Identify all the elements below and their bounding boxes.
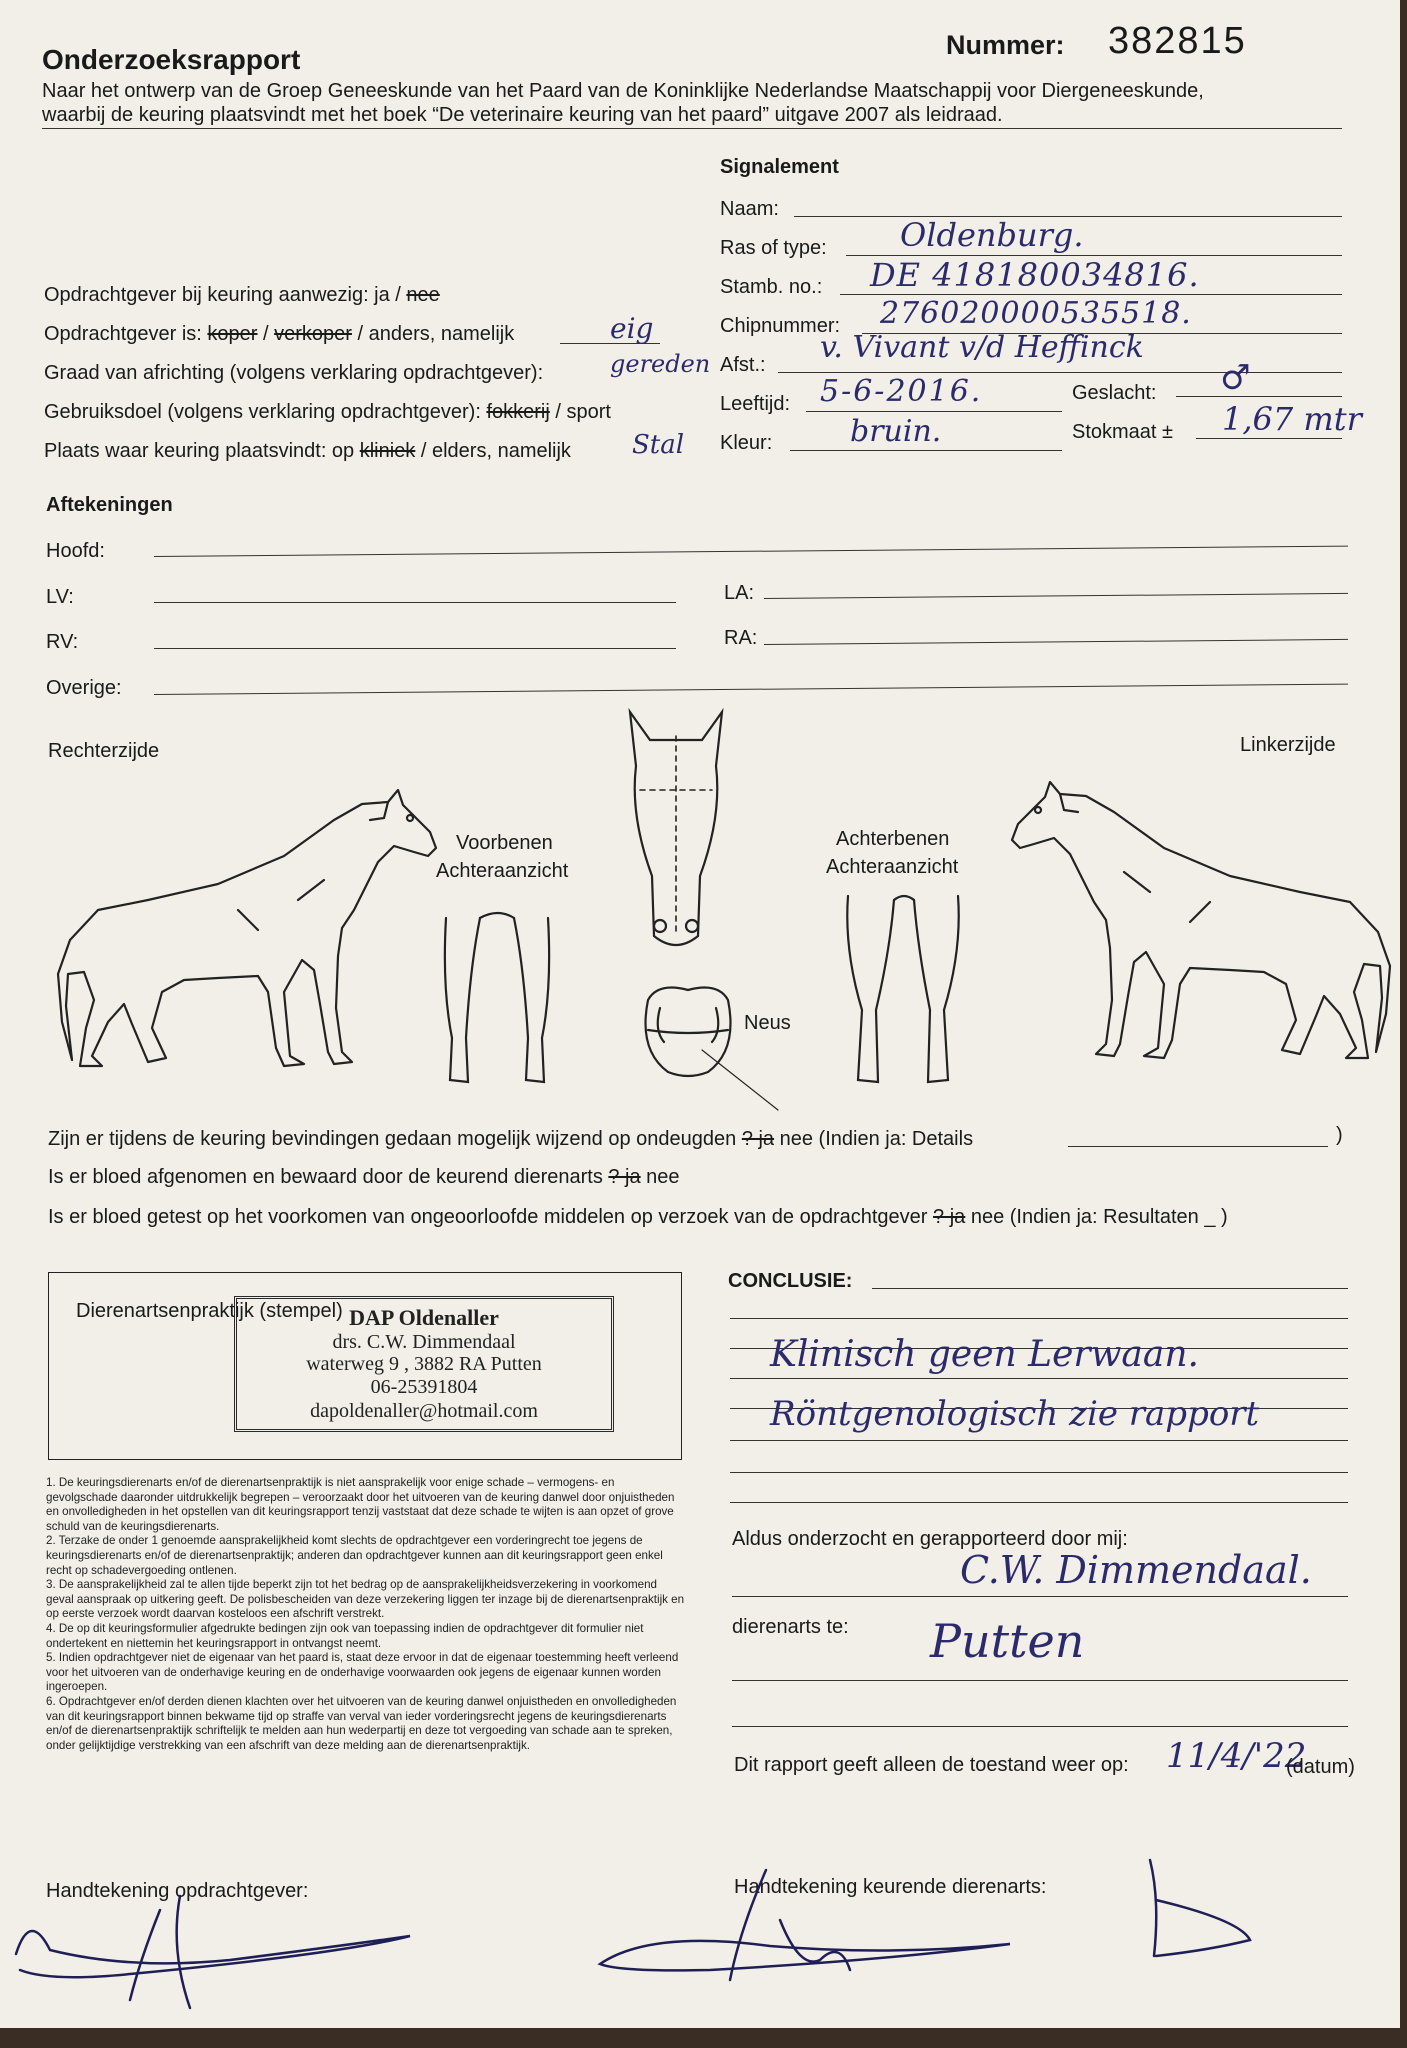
client-signature-label: Handtekening opdrachtgever: [46, 1880, 309, 1902]
rv-line [154, 648, 676, 649]
field-role-line [560, 343, 660, 344]
disclaimer-item: 1. De keuringsdierenarts en/of de dierenartsenpraktijk is niet aansprakelijk voor enige schade – vermogens- en gevolgschade daaronder uitdrukkelijk begrepen – veroorzaakt door het uitvoeren van de keuring danwel door onjuistheden en onvolledigheden in het opstellen van dit keuringsrapport tenzij vaststaat dat deze schade te wijten is aan opzet of grove schuld van de keuringsdierenarts. [46, 1476, 675, 1533]
geslacht-value: ♂ [1220, 358, 1251, 398]
stamp-address: waterweg 9 , 3882 RA Putten [306, 1353, 542, 1375]
rechterzijde-label: Rechterzijde [48, 740, 160, 762]
geslacht-line [1176, 396, 1342, 397]
disclaimer-item: 3. De aansprakelijkheid zal te allen tijde beperkt zijn tot het bedrag op de aansprakelijkheidsverzekering in voorkomend geval aanspraak op uitkering geeft. De polisbescheiden van deze verzekering liggen ter inzage bij de dierenartsenpraktijk en op eerste verzoek wordt daarvan kosteloos een afschrift verstrekt. [46, 1578, 685, 1621]
report-title: Onderzoeksrapport [42, 44, 301, 75]
hind-legs-diagram [844, 890, 964, 1070]
date-value: 11/4/'22 [1166, 1736, 1307, 1776]
hoofd-label: Hoofd: [46, 540, 105, 562]
vet-at-line [732, 1680, 1348, 1681]
disclaimer-item: 6. Opdrachtgever en/of derden dienen klachten over het uitvoeren van de keuring danwel onjuistheden en onvolledigheden van dit keuringsrapport binnen bekwame tijd op straffe van verval van ieder vorderingsrecht jegens de keuringsdierenarts en/of de dierenartsenpraktijk schriftelijk te melden aan hun wederpartij en deze tot vergoeding van schade aan te spreken, onder gelijktijdige verstrekking van een afschrift van deze melding aan de dierenartsenpraktijk. [46, 1694, 677, 1752]
kleur-line [790, 450, 1062, 451]
vet-signature-label: Handtekening keurende dierenarts: [734, 1876, 1047, 1898]
field-location-value: Stal [632, 430, 685, 460]
conclusion-label: CONCLUSIE: [728, 1270, 853, 1292]
stamp-practice-name: DAP Oldenaller [349, 1305, 499, 1330]
leeftijd-line [806, 411, 1062, 412]
stokmaat-line [1196, 438, 1342, 439]
stokmaat-value: 1,67 mtr [1222, 400, 1362, 438]
conclusion-line-6 [730, 1472, 1348, 1473]
ras-value: Oldenburg. [900, 216, 1084, 254]
afst-line [778, 372, 1342, 373]
head-front-diagram [626, 706, 726, 956]
overige-line [154, 684, 1348, 695]
leeftijd-value: 5-6-2016. [820, 374, 983, 409]
stamp-email: dapoldenaller@hotmail.com [310, 1400, 538, 1422]
stamp-phone: 06-25391804 [370, 1376, 478, 1398]
stamp-box-label: Dierenartsenpraktijk (stempel) [76, 1300, 343, 1322]
la-label: LA: [724, 582, 755, 604]
la-line [764, 593, 1348, 599]
date-suffix: (datum) [1286, 1756, 1355, 1778]
ra-line [764, 639, 1348, 645]
conclusion-line-5 [730, 1440, 1348, 1441]
question-vices-line [1068, 1146, 1328, 1147]
naam-label: Naam: [720, 198, 779, 220]
aftekeningen-heading: Aftekeningen [46, 494, 173, 516]
afst-label: Afst.: [720, 354, 766, 376]
voorbenen-label: Voorbenen [456, 832, 553, 854]
field-role: Opdrachtgever is: koper / verkoper / anders, namelijk [44, 323, 515, 345]
conclusion-text-2: Röntgenologisch zie rapport [770, 1394, 1260, 1434]
geslacht-label: Geslacht: [1072, 382, 1157, 404]
conclusion-line-7 [730, 1502, 1348, 1503]
vet-at-line-2 [732, 1726, 1348, 1727]
subtitle-line-1: Naar het ontwerp van de Groep Geneeskunde van het Paard van de Koninklijke Nederlandse Maatschappij voor Diergeneeskunde, [42, 80, 1204, 102]
practice-stamp [234, 1296, 614, 1432]
stamb-line [840, 294, 1342, 295]
leeftijd-label: Leeftijd: [720, 393, 791, 415]
field-location: Plaats waar keuring plaatsvindt: op kliniek / elders, namelijk [44, 440, 571, 462]
nose-diagram [638, 980, 738, 1080]
hoofd-line [154, 546, 1348, 557]
reported-by-value: C.W. Dimmendaal. [960, 1548, 1312, 1592]
vet-signature [590, 1860, 1290, 2000]
vet-at-label: dierenarts te: [732, 1616, 849, 1638]
question-vices: Zijn er tijdens de keuring bevindingen gedaan mogelijk wijzend op ondeugden ? ja nee (Indien ja: Details [48, 1128, 974, 1150]
disclaimer-item: 2. Terzake de onder 1 genoemde aansprakelijkheid komt slechts de opdrachtgever een vorderingrecht toe jegens de keuringsdierenarts en/of de dierenartsenpraktijk; anderen dan opdrachtgever kunnen aan dit keuringsrapport geen enkel recht op schadevergoeding ontlenen. [46, 1534, 663, 1577]
chip-value: 276020000535518. [880, 296, 1192, 331]
field-present: Opdrachtgever bij keuring aanwezig: ja / nee [44, 284, 440, 306]
field-role-value: eig [610, 312, 654, 345]
number-label: Nummer: [946, 30, 1065, 60]
disclaimer-item: 4. De op dit keuringsformulier afgedrukte bedingen zijn ook van toepassing indien de opdrachtgever dit formulier niet ondertekent en niettemin het keuringsrapport in ontvangst neemt. [46, 1621, 644, 1650]
stokmaat-label: Stokmaat ± [1072, 421, 1174, 443]
header-rule [42, 128, 1342, 129]
front-legs-diagram [440, 908, 560, 1088]
field-purpose: Gebruiksdoel (volgens verklaring opdrachtgever): fokkerij / sport [44, 401, 611, 423]
stamp-vet-name: drs. C.W. Dimmendaal [332, 1331, 516, 1353]
lv-label: LV: [46, 586, 74, 608]
field-training-value: gereden [610, 350, 711, 378]
signalement-heading: Signalement [720, 156, 839, 178]
question-vices-end: ) [1336, 1124, 1343, 1146]
field-training: Graad van africhting (volgens verklaring opdrachtgever): [44, 362, 544, 384]
number-value: 382815 [1108, 20, 1247, 62]
subtitle-line-2: waarbij de keuring plaatsvindt met het boek “De veterinaire keuring van het paard” uitgave 2007 als leidraad. [42, 104, 1003, 126]
rv-label: RV: [46, 631, 79, 653]
conclusion-line-1 [730, 1318, 1348, 1319]
disclaimer-text [46, 1476, 686, 1753]
achter-achteraanzicht-label: Achteraanzicht [826, 856, 959, 878]
kleur-value: bruin. [850, 414, 942, 449]
overige-label: Overige: [46, 677, 122, 699]
date-label: Dit rapport geeft alleen de toestand weer op: [734, 1754, 1129, 1776]
disclaimer-item: 5. Indien opdrachtgever niet de eigenaar van het paard is, staat deze ervoor in dat de eigenaar toestemming heeft verleend voor het uitvoeren van de onderhavige keuring en de onderhavige voorwaarden ook jegens de eigenaar kunnen worden ingeroepen. [46, 1651, 679, 1694]
linkerzijde-label: Linkerzijde [1240, 734, 1336, 756]
lv-line [154, 602, 676, 603]
ras-label: Ras of type: [720, 237, 827, 259]
ra-label: RA: [724, 627, 758, 649]
reported-by-line [732, 1596, 1348, 1597]
neus-label: Neus [744, 1012, 791, 1034]
reported-by-label: Aldus onderzocht en gerapporteerd door mij: [732, 1528, 1128, 1550]
horse-right-side-diagram [58, 760, 478, 1080]
afst-value: v. Vivant v/d Heffinck [820, 330, 1144, 365]
horse-left-side-diagram [970, 752, 1390, 1072]
question-blood-tested: Is er bloed getest op het voorkomen van ongeoorloofde middelen op verzoek van de opdrachtgever ? ja nee (Indien ja: Resultaten _ ) [48, 1206, 1228, 1228]
client-signature [10, 1890, 430, 2010]
achterbenen-label: Achterbenen [836, 828, 950, 850]
conclusion-text-1: Klinisch geen Lerwaan. [770, 1334, 1199, 1375]
chip-label: Chipnummer: [720, 315, 841, 337]
voor-achteraanzicht-label: Achteraanzicht [436, 860, 569, 882]
vet-at-value: Putten [930, 1614, 1085, 1668]
stamb-label: Stamb. no.: [720, 276, 823, 298]
question-blood-taken: Is er bloed afgenomen en bewaard door de keurend dierenarts ? ja nee [48, 1166, 680, 1188]
conclusion-line-3 [730, 1378, 1348, 1379]
stamb-value: DE 418180034816. [870, 256, 1200, 294]
kleur-label: Kleur: [720, 432, 773, 454]
conclusion-line-0 [872, 1288, 1348, 1289]
